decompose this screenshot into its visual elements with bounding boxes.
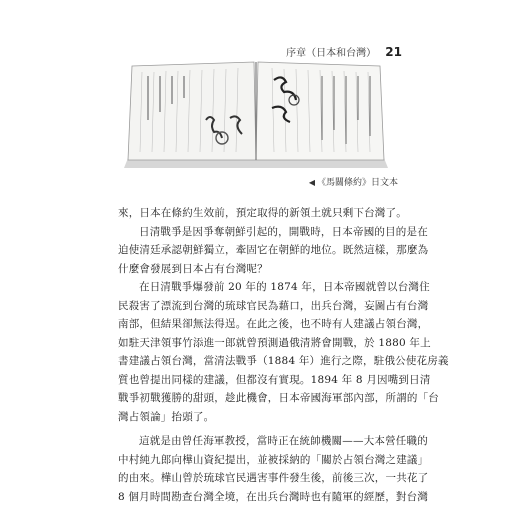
text-line: 南部，但結果卻無法得逞。在此之後，也不時有人建議占領台灣， xyxy=(118,315,404,334)
text-line: 迫使清廷承認朝鮮獨立，牽固它在朝鮮的地位。既然這樣，那麼為 xyxy=(118,241,404,260)
text-line: 日清戰爭是因爭奪朝鮮引起的，開戰時，日本帝國的目的是在 xyxy=(118,223,404,242)
text-line: 質也曾提出同樣的建議，但都沒有實現。1894 年 8 月因嘴到日清 xyxy=(118,371,404,390)
text-line: 中村純九郎向樺山資紀提出，並被採納的「關於占領台灣之建議」 xyxy=(118,451,404,470)
text-line: 來，日本在條約生效前，預定取得的新領土就只剩下台灣了。 xyxy=(118,204,404,223)
page-number: 21 xyxy=(385,45,402,59)
text-line: 的由來。樺山曾於琉球官民遇害事件發生後，前後三次，一共花了 xyxy=(118,469,404,488)
paragraph-continuation xyxy=(118,204,404,223)
text-line: 書建議占領台灣，當清法戰爭（1884 年）進行之際，駐俄公使花房義 xyxy=(118,352,404,371)
caption-text: 《馬關條約》日文本 xyxy=(317,178,398,188)
treaty-book-photo xyxy=(122,60,390,170)
chapter-title: 序章（日本和台灣） xyxy=(286,44,376,59)
text-line: 在日清戰爭爆發前 20 年的 1874 年，日本帝國就曾以台灣住 xyxy=(118,278,404,297)
running-header xyxy=(0,44,402,59)
text-line: 什麼會發展到日本占有台灣呢？ xyxy=(118,260,404,279)
text-line: 戰爭初戰獲勝的甜頭，趁此機會，日本帝國海軍部內部，所謂的「台 xyxy=(118,389,404,408)
text-line: 8 個月時間勘查台灣全境，在出兵台灣時也有隨軍的經歷，對台灣 xyxy=(118,488,404,506)
text-line: 這就是由曾任海軍教授，當時正在統帥機關——大本營任職的 xyxy=(118,432,404,451)
text-line: 如駐天津領事竹添進一郎就曾預測過俄清將會開戰，於 1880 年上 xyxy=(118,334,404,353)
text-line: 灣占領論」抬頭了。 xyxy=(118,408,404,427)
paragraph xyxy=(118,278,404,426)
paragraph xyxy=(118,432,404,506)
text-line: 民殺害了漂流到台灣的琉球官民為藉口，出兵台灣，妄圖占有台灣 xyxy=(118,297,404,316)
body-text xyxy=(118,204,404,506)
caption-arrow-icon: ◀ xyxy=(309,178,315,187)
photo-caption xyxy=(0,175,398,188)
paragraph xyxy=(118,223,404,279)
